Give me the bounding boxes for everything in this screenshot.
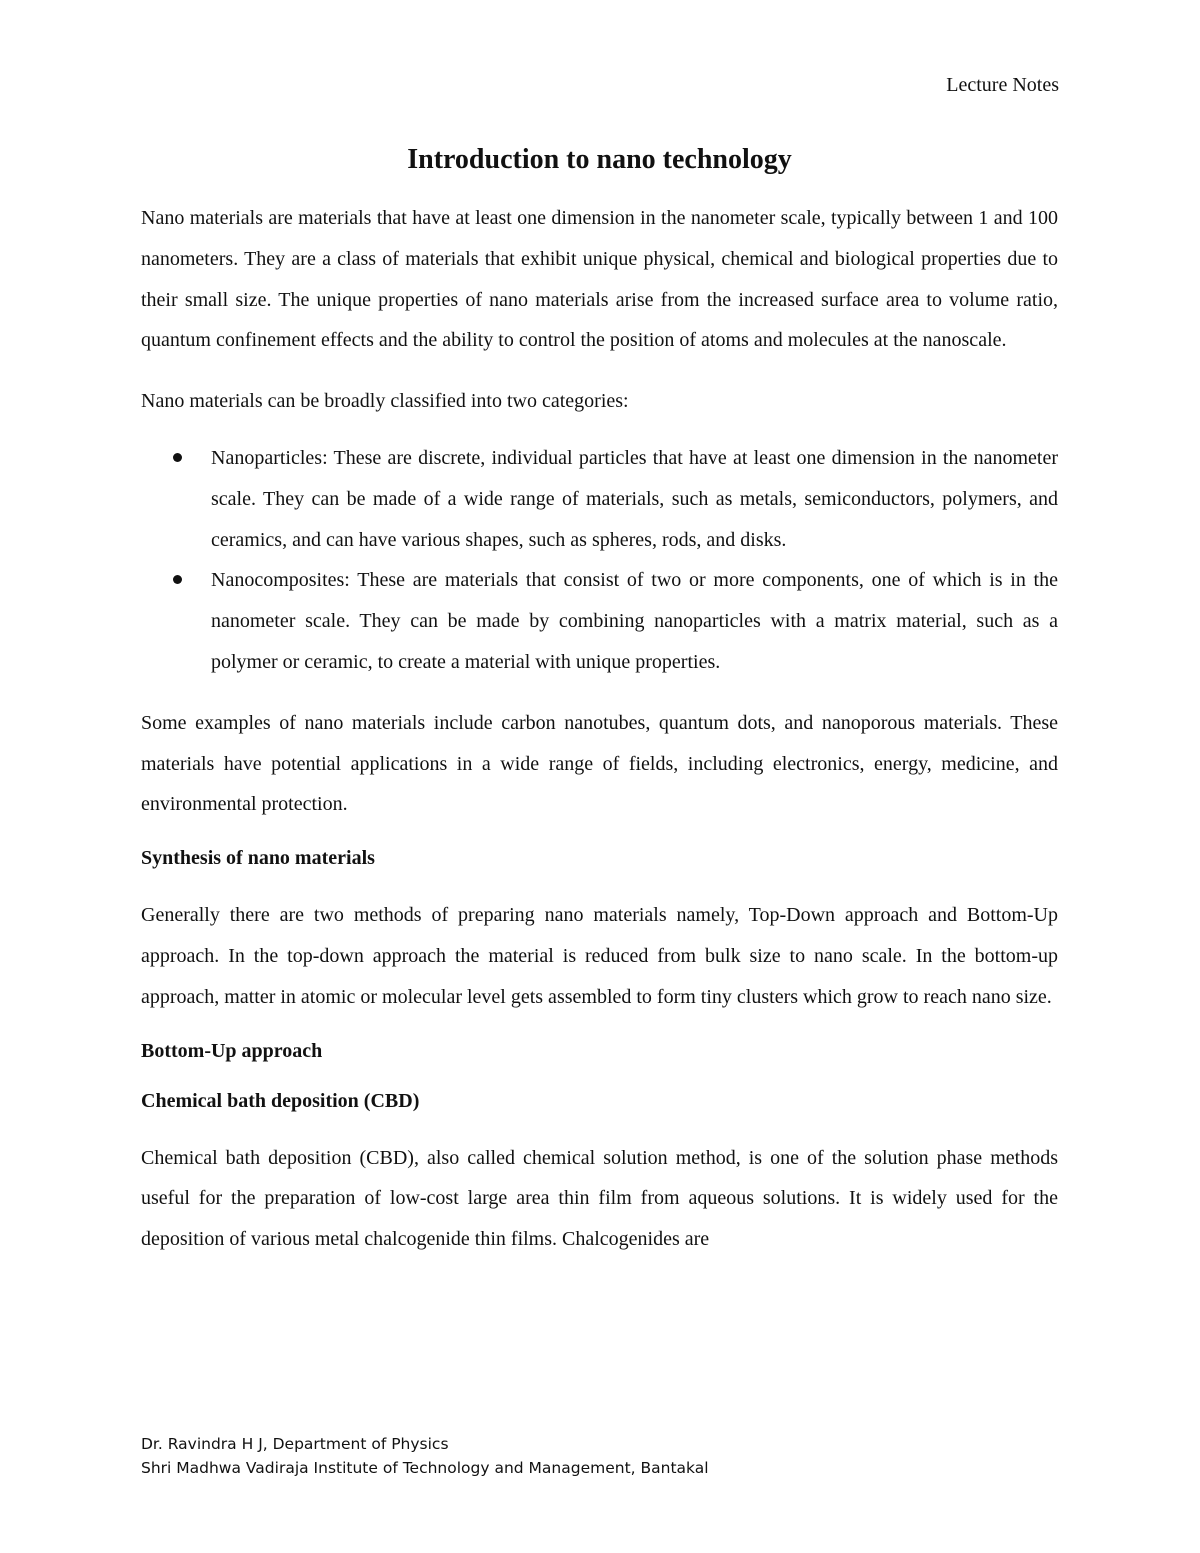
page-footer	[141, 1432, 709, 1480]
page-title: Introduction to nano technology	[407, 144, 792, 175]
cbd-paragraph: Chemical bath deposition (CBD), also called chemical solution method, is one of the solution phase methods useful for the preparation of low-cost large area thin film from aqueous solutions. It is widely used for the deposition of various metal chalcogenide thin films. Chalcogenides are	[141, 1146, 1058, 1251]
list-item	[141, 560, 1058, 682]
synthesis-paragraph: Generally there are two methods of preparing nano materials namely, Top-Down approach and Bottom-Up approach. In the top-down approach the material is reduced from bulk size to nano scale. In the bottom-up approach, matter in atomic or molecular level gets assembled to form tiny clusters which grow to reach nano size.	[141, 904, 1058, 1008]
examples-paragraph: Some examples of nano materials include carbon nanotubes, quantum dots, and nanoporous materials. These materials have potential applications in a wide range of fields, including electronics, energy, medicine, and environmental protection.	[141, 711, 1058, 816]
classification-paragraph: Nano materials can be broadly classified into two categories:	[141, 390, 629, 413]
footer-author: Dr. Ravindra H J, Department of Physics	[141, 1435, 449, 1453]
synthesis-heading: Synthesis of nano materials	[141, 847, 375, 870]
bottom-up-heading: Bottom-Up approach	[141, 1039, 323, 1062]
cbd-heading: Chemical bath deposition (CBD)	[141, 1089, 420, 1112]
footer-institution: Shri Madhwa Vadiraja Institute of Technology and Management, Bantakal	[141, 1459, 709, 1477]
page-content	[141, 142, 1058, 1280]
categories-list	[141, 438, 1058, 683]
list-item-text: Nanoparticles: These are discrete, individual particles that have at least one dimension in the nanometer scale. They can be made of a wide range of materials, such as metals, semiconductors, polymers, and ceramics, and can have various shapes, such as spheres, rods, and disks.	[211, 446, 1058, 551]
list-item-text: Nanocomposites: These are materials that consist of two or more components, one of which is in the nanometer scale. They can be made by combining nanoparticles with a matrix material, such as a polymer or ceramic, to create a material with unique properties.	[211, 569, 1058, 673]
page-header-label: Lecture Notes	[946, 74, 1059, 96]
intro-paragraph: Nano materials are materials that have at least one dimension in the nanometer scale, typically between 1 and 100 nanometers. They are a class of materials that exhibit unique physical, chemical and biological properties due to their small size. The unique properties of nano materials arise from the increased surface area to volume ratio, quantum confinement effects and the ability to control the position of atoms and molecules at the nanoscale.	[141, 207, 1058, 352]
list-item	[141, 438, 1058, 560]
bullet-icon	[173, 453, 182, 462]
bullet-icon	[173, 575, 182, 584]
